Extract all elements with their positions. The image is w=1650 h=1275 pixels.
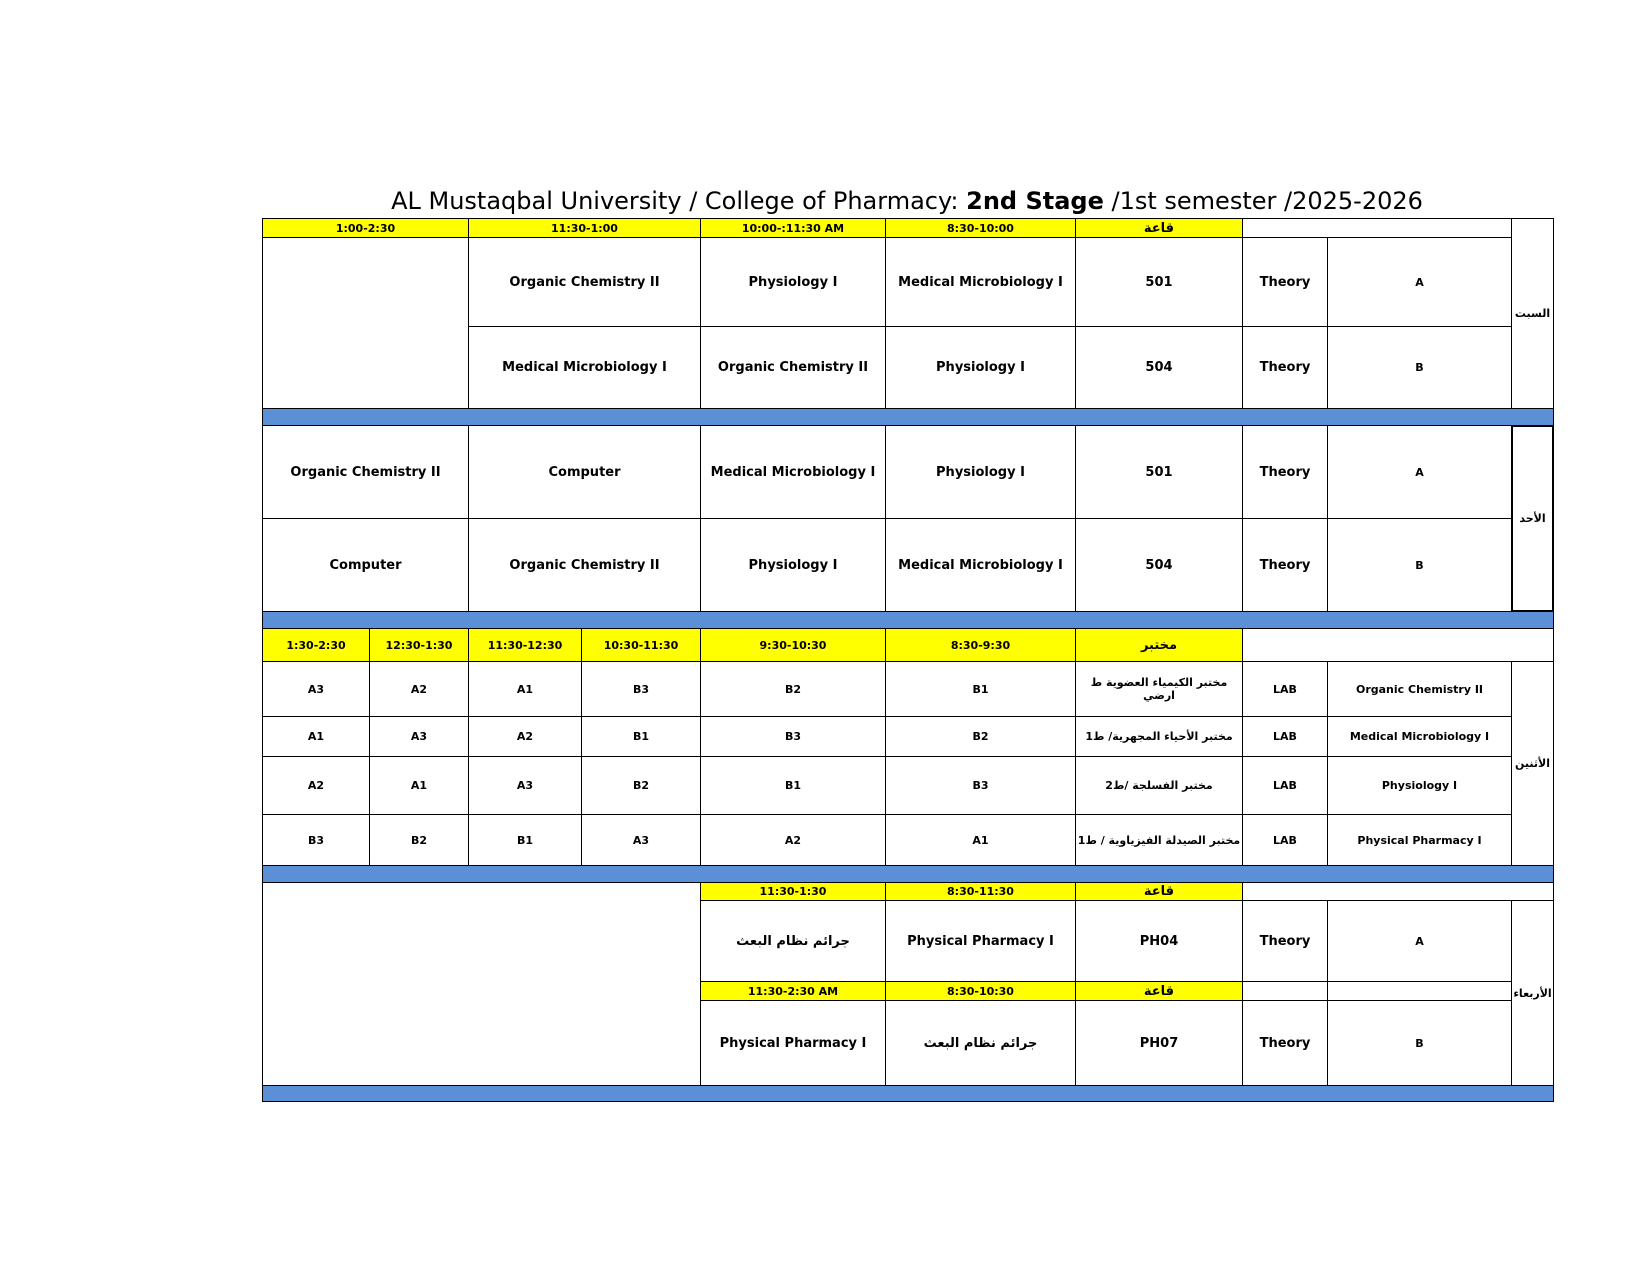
course-cell: Medical Microbiology I — [700, 425, 886, 519]
group-cell: B — [1327, 518, 1512, 612]
day-separator — [262, 1085, 1554, 1102]
group-slot: A1 — [468, 661, 582, 717]
course-cell: Medical Microbiology I — [468, 326, 701, 409]
type-cell: Theory — [1242, 1000, 1328, 1086]
room-cell: 504 — [1075, 326, 1243, 409]
course-cell: جرائم نظام البعث — [700, 900, 886, 982]
blank-header — [1242, 218, 1512, 238]
group-cell: A — [1327, 900, 1512, 982]
subject-cell: Medical Microbiology I — [1327, 716, 1512, 757]
time-header: 12:30-1:30 — [369, 628, 469, 662]
type-cell: Theory — [1242, 425, 1328, 519]
group-slot: A1 — [885, 814, 1076, 866]
day-label-sunday: الأحد — [1511, 425, 1554, 612]
group-cell: B — [1327, 326, 1512, 409]
time-header: 10:00-:11:30 AM — [700, 218, 886, 238]
course-cell: Physiology I — [700, 237, 886, 327]
type-cell: LAB — [1242, 756, 1328, 815]
course-cell: Physical Pharmacy I — [700, 1000, 886, 1086]
group-slot: A3 — [581, 814, 701, 866]
lab-room-cell: مختبر الأحياء المجهرية/ ط1 — [1075, 716, 1243, 757]
room-cell: 504 — [1075, 518, 1243, 612]
group-slot: A2 — [262, 756, 370, 815]
group-slot: B3 — [700, 716, 886, 757]
type-cell: Theory — [1242, 518, 1328, 612]
subject-cell: Physical Pharmacy I — [1327, 814, 1512, 866]
group-slot: A2 — [369, 661, 469, 717]
time-header: 11:30-12:30 — [468, 628, 582, 662]
day-label-monday: الأثنين — [1511, 661, 1554, 866]
blank-header — [1242, 628, 1554, 662]
group-slot: B2 — [581, 756, 701, 815]
time-header: 11:30-1:00 — [468, 218, 701, 238]
type-cell: Theory — [1242, 900, 1328, 982]
group-slot: A1 — [262, 716, 370, 757]
day-separator — [262, 865, 1554, 883]
room-cell: PH04 — [1075, 900, 1243, 982]
lab-room-cell: مختبر الصيدلة الفيزياوية / ط1 — [1075, 814, 1243, 866]
day-label-wednesday: الأربعاء — [1511, 900, 1554, 1086]
course-cell: Medical Microbiology I — [885, 237, 1076, 327]
time-header: 9:30-10:30 — [700, 628, 886, 662]
group-slot: B3 — [581, 661, 701, 717]
course-cell: جرائم نظام البعث — [885, 1000, 1076, 1086]
group-slot: A3 — [468, 756, 582, 815]
group-cell: A — [1327, 237, 1512, 327]
subject-cell: Organic Chemistry II — [1327, 661, 1512, 717]
time-header: 8:30-11:30 — [885, 882, 1076, 901]
time-header: 10:30-11:30 — [581, 628, 701, 662]
type-cell: LAB — [1242, 661, 1328, 717]
day-separator — [262, 611, 1554, 629]
course-cell: Organic Chemistry II — [468, 237, 701, 327]
lab-room-cell: مختبر الفسلجة /ط2 — [1075, 756, 1243, 815]
blank-header — [1242, 981, 1328, 1001]
group-slot: A2 — [468, 716, 582, 757]
lab-header: مختبر — [1075, 628, 1243, 662]
group-slot: B1 — [885, 661, 1076, 717]
course-cell: Computer — [468, 425, 701, 519]
time-header: 11:30-1:30 — [700, 882, 886, 901]
course-cell: Physiology I — [885, 425, 1076, 519]
group-cell: B — [1327, 1000, 1512, 1086]
day-label-saturday: السبت — [1511, 218, 1554, 409]
group-slot: A1 — [369, 756, 469, 815]
empty-cell — [262, 882, 701, 1086]
page-title: AL Mustaqbal University / College of Pharmacy: 2nd Stage /1st semester /2025-2026 — [391, 187, 1423, 215]
room-header: قاعة — [1075, 882, 1243, 901]
group-slot: B1 — [468, 814, 582, 866]
course-cell: Medical Microbiology I — [885, 518, 1076, 612]
time-header: 8:30-9:30 — [885, 628, 1076, 662]
time-header: 8:30-10:00 — [885, 218, 1076, 238]
type-cell: LAB — [1242, 814, 1328, 866]
group-cell: A — [1327, 425, 1512, 519]
group-slot: B1 — [700, 756, 886, 815]
group-slot: B2 — [700, 661, 886, 717]
course-cell: Organic Chemistry II — [468, 518, 701, 612]
course-cell: Physiology I — [885, 326, 1076, 409]
empty-cell — [262, 237, 469, 409]
type-cell: LAB — [1242, 716, 1328, 757]
room-cell: 501 — [1075, 425, 1243, 519]
room-cell: PH07 — [1075, 1000, 1243, 1086]
course-cell: Organic Chemistry II — [700, 326, 886, 409]
subject-cell: Physiology I — [1327, 756, 1512, 815]
group-slot: B2 — [885, 716, 1076, 757]
blank-header — [1242, 882, 1554, 901]
group-slot: A3 — [369, 716, 469, 757]
day-separator — [262, 408, 1554, 426]
room-cell: 501 — [1075, 237, 1243, 327]
time-header: 8:30-10:30 — [885, 981, 1076, 1001]
group-slot: B1 — [581, 716, 701, 757]
lab-room-cell: مختبر الكيمياء العضوية ط ارضي — [1075, 661, 1243, 717]
course-cell: Physiology I — [700, 518, 886, 612]
course-cell: Computer — [262, 518, 469, 612]
room-header: قاعة — [1075, 218, 1243, 238]
group-slot: A2 — [700, 814, 886, 866]
course-cell: Organic Chemistry II — [262, 425, 469, 519]
group-slot: B2 — [369, 814, 469, 866]
group-slot: B3 — [262, 814, 370, 866]
time-header: 1:00-2:30 — [262, 218, 469, 238]
room-header: قاعة — [1075, 981, 1243, 1001]
course-cell: Physical Pharmacy I — [885, 900, 1076, 982]
type-cell: Theory — [1242, 326, 1328, 409]
type-cell: Theory — [1242, 237, 1328, 327]
blank-header — [1327, 981, 1512, 1001]
group-slot: A3 — [262, 661, 370, 717]
time-header: 1:30-2:30 — [262, 628, 370, 662]
group-slot: B3 — [885, 756, 1076, 815]
time-header: 11:30-2:30 AM — [700, 981, 886, 1001]
